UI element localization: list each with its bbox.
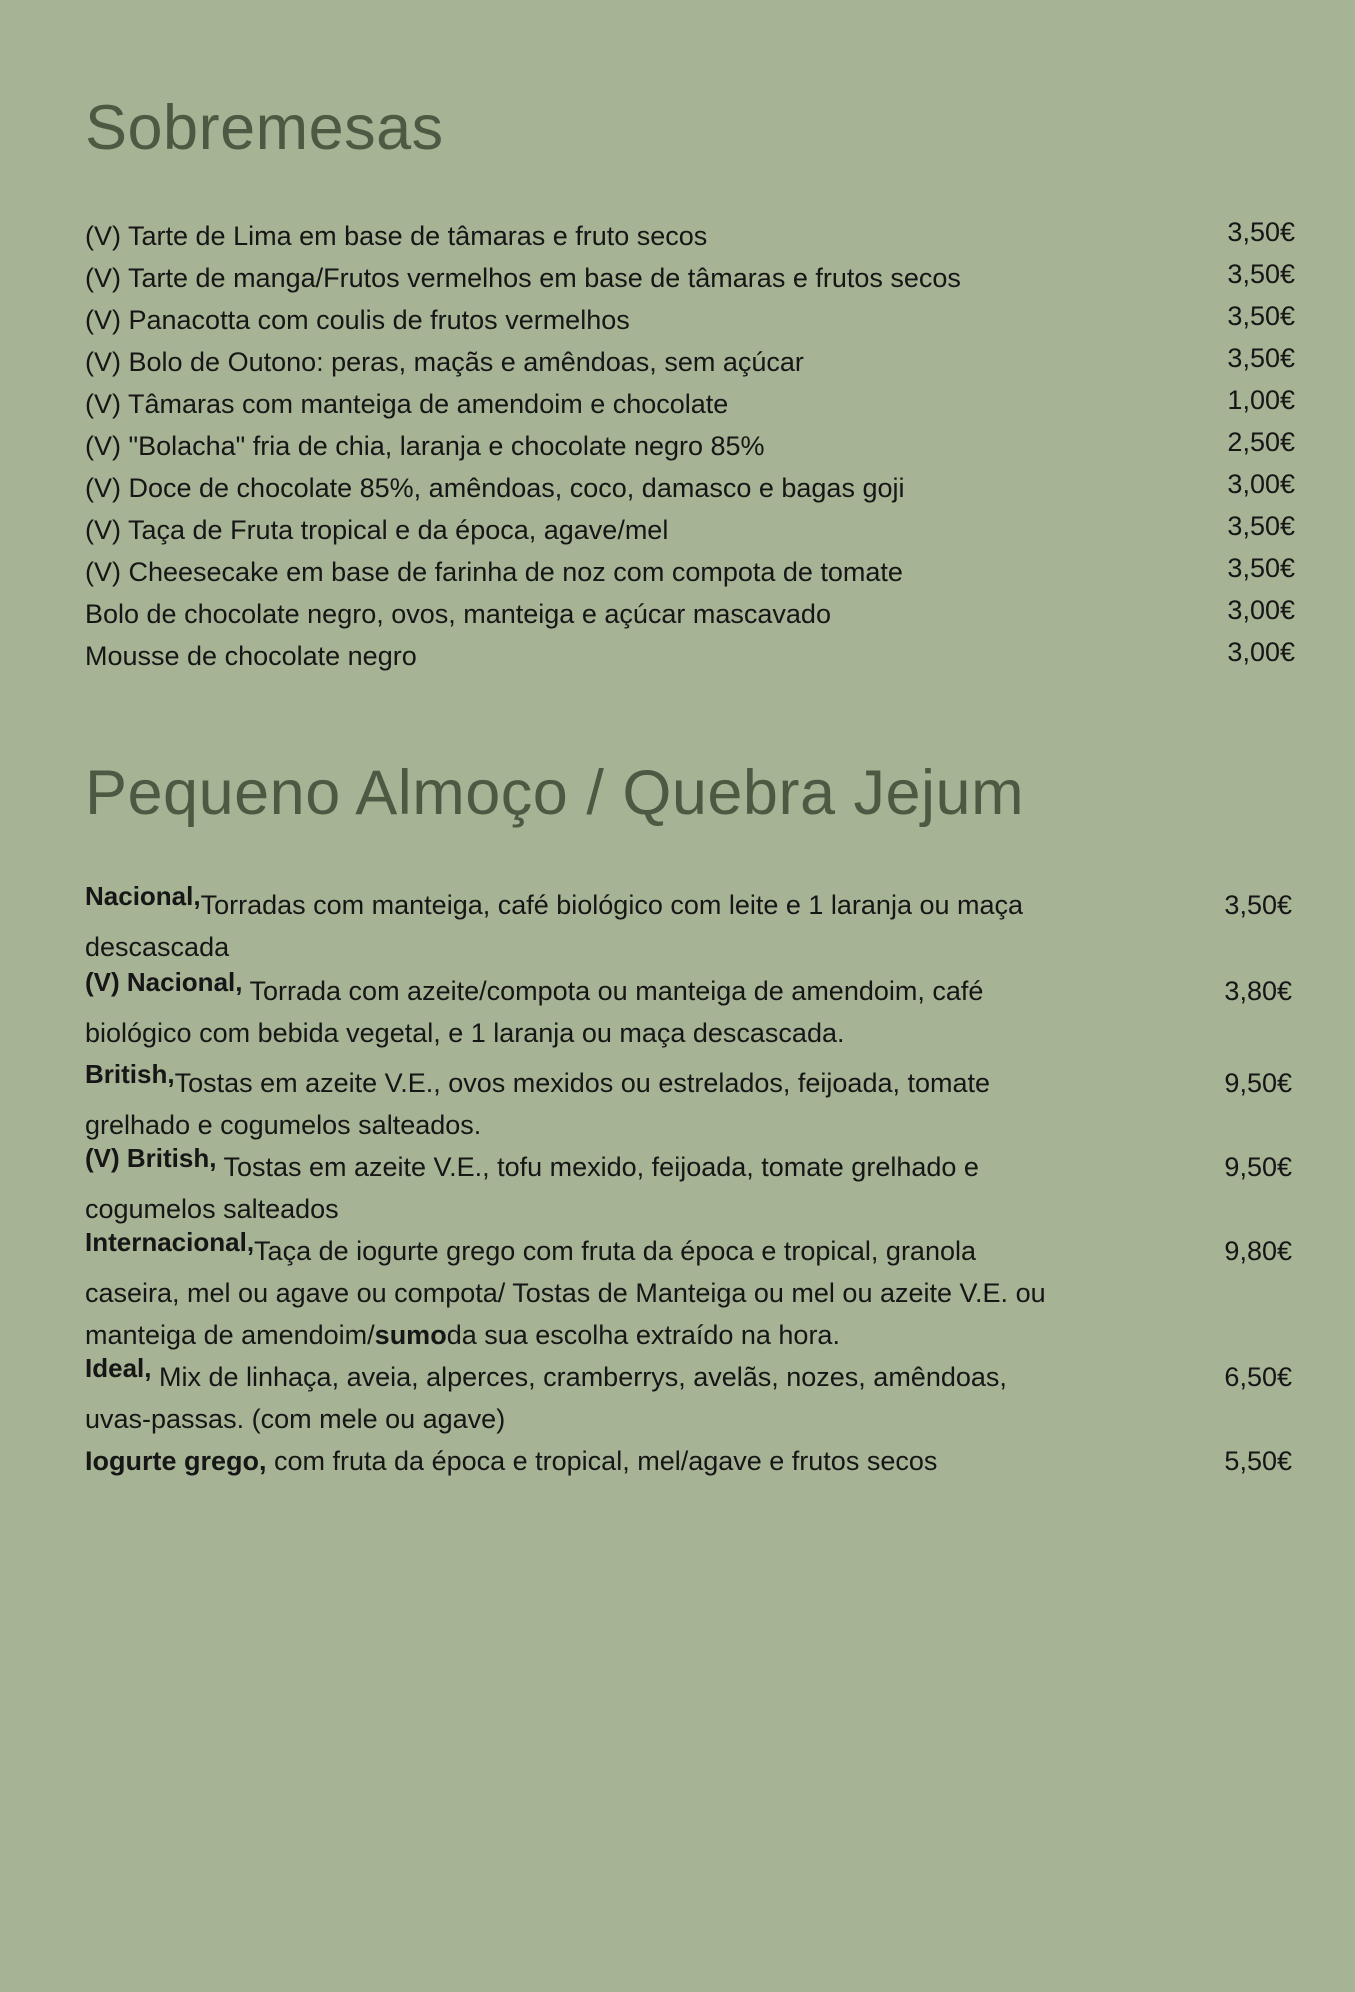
breakfast-item-price: 5,50€	[1224, 1446, 1292, 1476]
breakfast-item-price: 3,80€	[1224, 976, 1292, 1006]
menu-item-price: 3,50€	[1227, 217, 1295, 247]
menu-item	[85, 553, 1295, 595]
breakfast-item-price: 6,50€	[1224, 1362, 1292, 1392]
breakfast-item-description-after: da sua escolha extraído na hora.	[446, 1320, 840, 1350]
menu-item-name: (V) "Bolacha" fria de chia, laranja e chocolate negro 85%	[85, 431, 765, 461]
menu-item	[85, 385, 1295, 427]
menu-item-price: 3,00€	[1227, 595, 1295, 625]
dessert-list	[85, 217, 1295, 679]
breakfast-list	[85, 881, 1295, 1482]
menu-item	[85, 511, 1295, 553]
breakfast-item-description: Tostas em azeite V.E., tofu mexido, feijoada, tomate grelhado e cogumelos salteados	[85, 1152, 979, 1224]
menu-item-name: (V) Doce de chocolate 85%, amêndoas, coco, damasco e bagas goji	[85, 473, 905, 503]
breakfast-item-highlight: sumo	[374, 1320, 447, 1350]
menu-item-price: 1,00€	[1227, 385, 1295, 415]
breakfast-item	[85, 881, 1295, 968]
breakfast-item	[85, 967, 1295, 1054]
breakfast-item-description: com fruta da época e tropical, mel/agave e frutos secos	[266, 1446, 938, 1476]
breakfast-item-description: Torrada com azeite/compota ou manteiga de amendoim, café biológico com bebida vegetal, e 1 laranja ou maça descascada.	[85, 976, 984, 1048]
menu-item-name: Bolo de chocolate negro, ovos, manteiga e açúcar mascavado	[85, 599, 831, 629]
menu-item	[85, 427, 1295, 469]
menu-item	[85, 595, 1295, 637]
menu-item	[85, 343, 1295, 385]
breakfast-item	[85, 1059, 1295, 1146]
breakfast-item-description: Tostas em azeite V.E., ovos mexidos ou estrelados, feijoada, tomate grelhado e cogumelos salteados.	[85, 1068, 991, 1140]
menu-item-price: 3,50€	[1227, 343, 1295, 373]
menu-item-name: (V) Bolo de Outono: peras, maçãs e amêndoas, sem açúcar	[85, 347, 804, 377]
breakfast-item-text	[85, 881, 1075, 968]
menu-item-name: Mousse de chocolate negro	[85, 641, 417, 671]
menu-item-name: (V) Taça de Fruta tropical e da época, agave/mel	[85, 515, 669, 545]
menu-item-price: 3,50€	[1227, 259, 1295, 289]
breakfast-item-label: British,	[85, 1059, 175, 1089]
breakfast-item-label: Internacional,	[85, 1227, 255, 1257]
breakfast-item-price: 9,50€	[1224, 1068, 1292, 1098]
menu-item-price: 2,50€	[1227, 427, 1295, 457]
breakfast-item-label: Nacional,	[85, 881, 201, 911]
breakfast-item-label: Ideal,	[85, 1353, 152, 1383]
breakfast-item-price: 9,80€	[1224, 1236, 1292, 1266]
menu-item	[85, 259, 1295, 301]
breakfast-item-description: Taça de iogurte grego com fruta da época e tropical, granola caseira, mel ou agave ou compota/ Tostas de Manteiga ou mel ou azeite V.E. ou manteiga de amendoim/	[85, 1236, 1046, 1350]
breakfast-item-price: 9,50€	[1224, 1152, 1292, 1182]
menu-item-name: (V) Tâmaras com manteiga de amendoim e chocolate	[85, 389, 729, 419]
menu-item-price: 3,50€	[1227, 553, 1295, 583]
menu-item-name: (V) Tarte de Lima em base de tâmaras e fruto secos	[85, 221, 708, 251]
breakfast-item	[85, 1143, 1295, 1230]
breakfast-item	[85, 1353, 1295, 1440]
breakfast-item-text	[85, 1143, 1075, 1230]
breakfast-item-label: (V) Nacional,	[85, 967, 243, 997]
menu-item-name: (V) Cheesecake em base de farinha de noz com compota de tomate	[85, 557, 903, 587]
menu-item-price: 3,50€	[1227, 511, 1295, 541]
breakfast-item-description: Mix de linhaça, aveia, alperces, cramberrys, avelãs, nozes, amêndoas, uvas-passas. (com mele ou agave)	[85, 1362, 1007, 1434]
breakfast-item-text	[85, 967, 1075, 1054]
menu-item	[85, 217, 1295, 259]
menu-item-price: 3,00€	[1227, 469, 1295, 499]
section-title-pequeno-almoco: Pequeno Almoço / Quebra Jejum	[85, 758, 1025, 828]
menu-item-name: (V) Panacotta com coulis de frutos vermelhos	[85, 305, 630, 335]
menu-item-name: (V) Tarte de manga/Frutos vermelhos em base de tâmaras e frutos secos	[85, 263, 961, 293]
menu-item	[85, 637, 1295, 679]
breakfast-item-text	[85, 1227, 1075, 1356]
breakfast-item-price: 3,50€	[1224, 890, 1292, 920]
menu-item	[85, 301, 1295, 343]
breakfast-item-label: (V) British,	[85, 1143, 217, 1173]
breakfast-item-text	[85, 1059, 1075, 1146]
section-title-sobremesas: Sobremesas	[85, 93, 444, 163]
breakfast-item-label: Iogurte grego,	[85, 1446, 267, 1476]
menu-item	[85, 469, 1295, 511]
breakfast-item-description: Torradas com manteiga, café biológico com leite e 1 laranja ou maça descascada	[85, 890, 1024, 962]
menu-item-price: 3,50€	[1227, 301, 1295, 331]
breakfast-item	[85, 1227, 1295, 1356]
breakfast-item-text	[85, 1353, 1075, 1440]
breakfast-item-text	[85, 1440, 1075, 1482]
menu-item-price: 3,00€	[1227, 637, 1295, 667]
breakfast-item	[85, 1440, 1295, 1482]
